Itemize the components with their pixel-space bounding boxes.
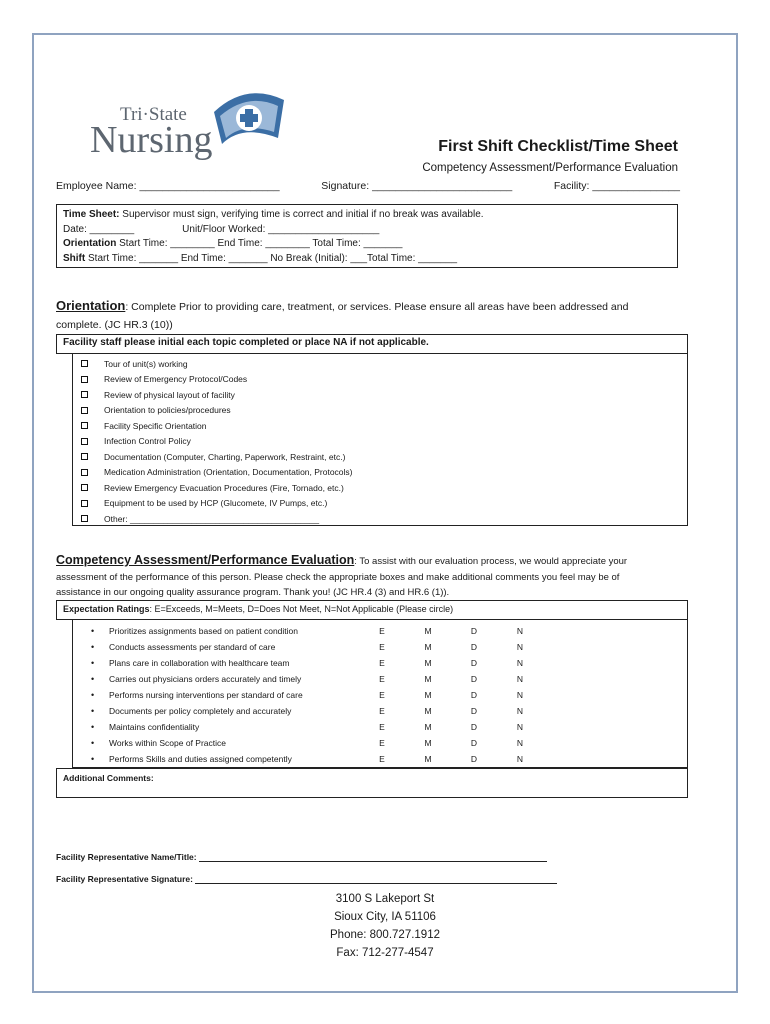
- rating-option-d[interactable]: D: [470, 674, 478, 684]
- bullet-icon: •: [91, 722, 95, 732]
- bullet-icon: •: [91, 738, 95, 748]
- checklist-item[interactable]: [81, 356, 687, 372]
- rating-option-n[interactable]: N: [516, 642, 524, 652]
- checkbox-icon[interactable]: [81, 438, 88, 445]
- bullet-icon: •: [91, 626, 95, 636]
- orientation-heading: Orientation: Complete Prior to providing care, treatment, or services. Please ensure all areas have been addressed and complete. (JC HR.3 (10)): [56, 298, 629, 331]
- rating-option-e[interactable]: E: [379, 626, 385, 636]
- rating-option-n[interactable]: N: [516, 658, 524, 668]
- rating-option-m[interactable]: M: [424, 626, 432, 636]
- date-field[interactable]: Date: ________: [63, 223, 135, 235]
- bullet-icon: •: [91, 642, 95, 652]
- expectation-ratings-bar: Expectation Ratings: E=Exceeds, M=Meets, D=Does Not Meet, N=Not Applicable (Please circle): [56, 600, 688, 620]
- rating-row: [81, 735, 687, 751]
- checklist-item[interactable]: [81, 480, 687, 496]
- rating-row: [81, 687, 687, 703]
- rating-option-n[interactable]: N: [516, 690, 524, 700]
- time-sheet-instruction: Time Sheet: Supervisor must sign, verifying time is correct and initial if no break was available.: [63, 209, 484, 220]
- rating-item-label: Plans care in collaboration with healthcare team: [109, 658, 290, 668]
- rating-option-n[interactable]: N: [516, 674, 524, 684]
- checkbox-icon[interactable]: [81, 500, 88, 507]
- rating-option-d[interactable]: D: [470, 754, 478, 764]
- rep-name-title-row[interactable]: Facility Representative Name/Title:: [56, 852, 547, 862]
- checklist-item[interactable]: [81, 372, 687, 388]
- checklist-item[interactable]: [81, 449, 687, 465]
- rating-item-label: Performs nursing interventions per standard of care: [109, 690, 303, 700]
- time-sheet-box: [56, 204, 678, 268]
- page-subtitle: Competency Assessment/Performance Evaluation: [422, 162, 678, 174]
- rating-row: [81, 671, 687, 687]
- rating-row: [81, 719, 687, 735]
- rating-item-label: Carries out physicians orders accurately and timely: [109, 674, 302, 684]
- rating-option-m[interactable]: M: [424, 722, 432, 732]
- competency-ratings-list: [72, 620, 688, 768]
- rating-row: [81, 751, 687, 767]
- employee-name-field[interactable]: Employee Name: ________________________: [56, 180, 280, 192]
- rating-option-d[interactable]: D: [470, 738, 478, 748]
- rating-option-d[interactable]: D: [470, 722, 478, 732]
- page-title: First Shift Checklist/Time Sheet: [438, 138, 678, 155]
- orientation-time-row[interactable]: Orientation Start Time: ________ End Time: ________ Total Time: _______: [63, 238, 403, 249]
- rating-option-e[interactable]: E: [379, 706, 385, 716]
- checklist-item[interactable]: [81, 465, 687, 481]
- orientation-instruction-bar: Facility staff please initial each topic completed or place NA if not applicable.: [56, 334, 688, 354]
- checklist-item-label: Other: ________________________________________: [104, 513, 320, 524]
- rating-item-label: Prioritizes assignments based on patient condition: [109, 626, 298, 636]
- rating-option-m[interactable]: M: [424, 738, 432, 748]
- checkbox-icon[interactable]: [81, 360, 88, 367]
- checklist-item[interactable]: [81, 434, 687, 450]
- rating-option-d[interactable]: D: [470, 626, 478, 636]
- checkbox-icon[interactable]: [81, 422, 88, 429]
- checklist-item-label: Review of physical layout of facility: [104, 389, 235, 400]
- rating-option-n[interactable]: N: [516, 722, 524, 732]
- rating-row: [81, 655, 687, 671]
- checkbox-icon[interactable]: [81, 453, 88, 460]
- checklist-item-label: Documentation (Computer, Charting, Paperwork, Restraint, etc.): [104, 451, 346, 462]
- checkbox-icon[interactable]: [81, 391, 88, 398]
- rating-row: [81, 623, 687, 639]
- rating-option-n[interactable]: N: [516, 706, 524, 716]
- checklist-item[interactable]: [81, 496, 687, 512]
- rating-item-label: Conducts assessments per standard of care: [109, 642, 276, 652]
- checkbox-icon[interactable]: [81, 515, 88, 522]
- bullet-icon: •: [91, 754, 95, 764]
- bullet-icon: •: [91, 690, 95, 700]
- rating-option-m[interactable]: M: [424, 642, 432, 652]
- checklist-item-label: Tour of unit(s) working: [104, 358, 188, 369]
- checklist-item-label: Equipment to be used by HCP (Glucomete, IV Pumps, etc.): [104, 498, 328, 509]
- employee-info-line: [56, 180, 680, 192]
- rating-option-n[interactable]: N: [516, 626, 524, 636]
- rating-option-d[interactable]: D: [470, 690, 478, 700]
- rating-option-n[interactable]: N: [516, 754, 524, 764]
- checklist-item-label: Orientation to policies/procedures: [104, 405, 231, 416]
- competency-heading: Competency Assessment/Performance Evaluation: To assist with our evaluation process, we would appreciate your assessment of the performance of this person. Please check the appropriate boxes and make additional comments you feel may be of assistance in our ongoing quality assurance program. Thank you! (JC HR.4 (3) and HR.6 (1)).: [56, 553, 628, 598]
- checkbox-icon[interactable]: [81, 484, 88, 491]
- rating-option-e[interactable]: E: [379, 754, 385, 764]
- rating-option-e[interactable]: E: [379, 658, 385, 668]
- rating-option-d[interactable]: D: [470, 642, 478, 652]
- address-fax: Fax: 712-277-4547: [336, 947, 434, 959]
- checklist-item[interactable]: [81, 418, 687, 434]
- rating-option-m[interactable]: M: [424, 706, 432, 716]
- rating-row: [81, 703, 687, 719]
- checklist-item-label: Review Emergency Evacuation Procedures (Fire, Tornado, etc.): [104, 482, 344, 493]
- bullet-icon: •: [91, 674, 95, 684]
- employee-facility-field[interactable]: Facility: _______________: [553, 180, 680, 192]
- rating-item-label: Documents per policy completely and accurately: [109, 706, 292, 716]
- employee-signature-field[interactable]: Signature: ________________________: [321, 180, 513, 192]
- additional-comments-box[interactable]: Additional Comments:: [56, 768, 688, 798]
- bullet-icon: •: [91, 706, 95, 716]
- shift-time-row[interactable]: Shift Start Time: _______ End Time: _______ No Break (Initial): ___Total Time: _______: [63, 252, 458, 264]
- rating-option-m[interactable]: M: [424, 690, 432, 700]
- address-block: [0, 890, 770, 962]
- checklist-item[interactable]: [81, 387, 687, 403]
- rating-item-label: Maintains confidentiality: [109, 722, 200, 732]
- address-city: Sioux City, IA 51106: [334, 911, 436, 923]
- rating-row: [81, 639, 687, 655]
- checklist-item-label: Facility Specific Orientation: [104, 420, 207, 431]
- checkbox-icon[interactable]: [81, 407, 88, 414]
- rating-option-e[interactable]: E: [379, 642, 385, 652]
- rating-option-m[interactable]: M: [424, 674, 432, 684]
- rating-option-d[interactable]: D: [470, 706, 478, 716]
- svg-text:Nursing: Nursing: [90, 119, 213, 161]
- rating-option-m[interactable]: M: [424, 754, 432, 764]
- rating-item-label: Works within Scope of Practice: [109, 738, 226, 748]
- time-sheet-date-row: [63, 223, 671, 238]
- rating-item-label: Performs Skills and duties assigned competently: [109, 754, 292, 764]
- checklist-item[interactable]: [81, 403, 687, 419]
- checklist-item[interactable]: [81, 511, 687, 527]
- checklist-item-label: Medication Administration (Orientation, Documentation, Protocols): [104, 467, 353, 478]
- bullet-icon: •: [91, 658, 95, 668]
- orientation-checklist: [72, 354, 688, 526]
- address-street: 3100 S Lakeport St: [335, 893, 435, 905]
- checklist-item-label: Infection Control Policy: [104, 436, 191, 447]
- svg-text:Tri·State: Tri·State: [120, 104, 187, 125]
- rep-signature-row[interactable]: Facility Representative Signature:: [56, 874, 557, 884]
- unit-field[interactable]: Unit/Floor Worked: ____________________: [182, 223, 380, 235]
- checklist-item-label: Review of Emergency Protocol/Codes: [104, 374, 248, 385]
- checkbox-icon[interactable]: [81, 469, 88, 476]
- rating-option-e[interactable]: E: [379, 722, 385, 732]
- rating-option-n[interactable]: N: [516, 738, 524, 748]
- rating-option-d[interactable]: D: [470, 658, 478, 668]
- checkbox-icon[interactable]: [81, 376, 88, 383]
- rating-option-m[interactable]: M: [424, 658, 432, 668]
- rating-option-e[interactable]: E: [379, 738, 385, 748]
- rating-option-e[interactable]: E: [379, 690, 385, 700]
- address-phone: Phone: 800.727.1912: [330, 929, 440, 941]
- rating-option-e[interactable]: E: [379, 674, 385, 684]
